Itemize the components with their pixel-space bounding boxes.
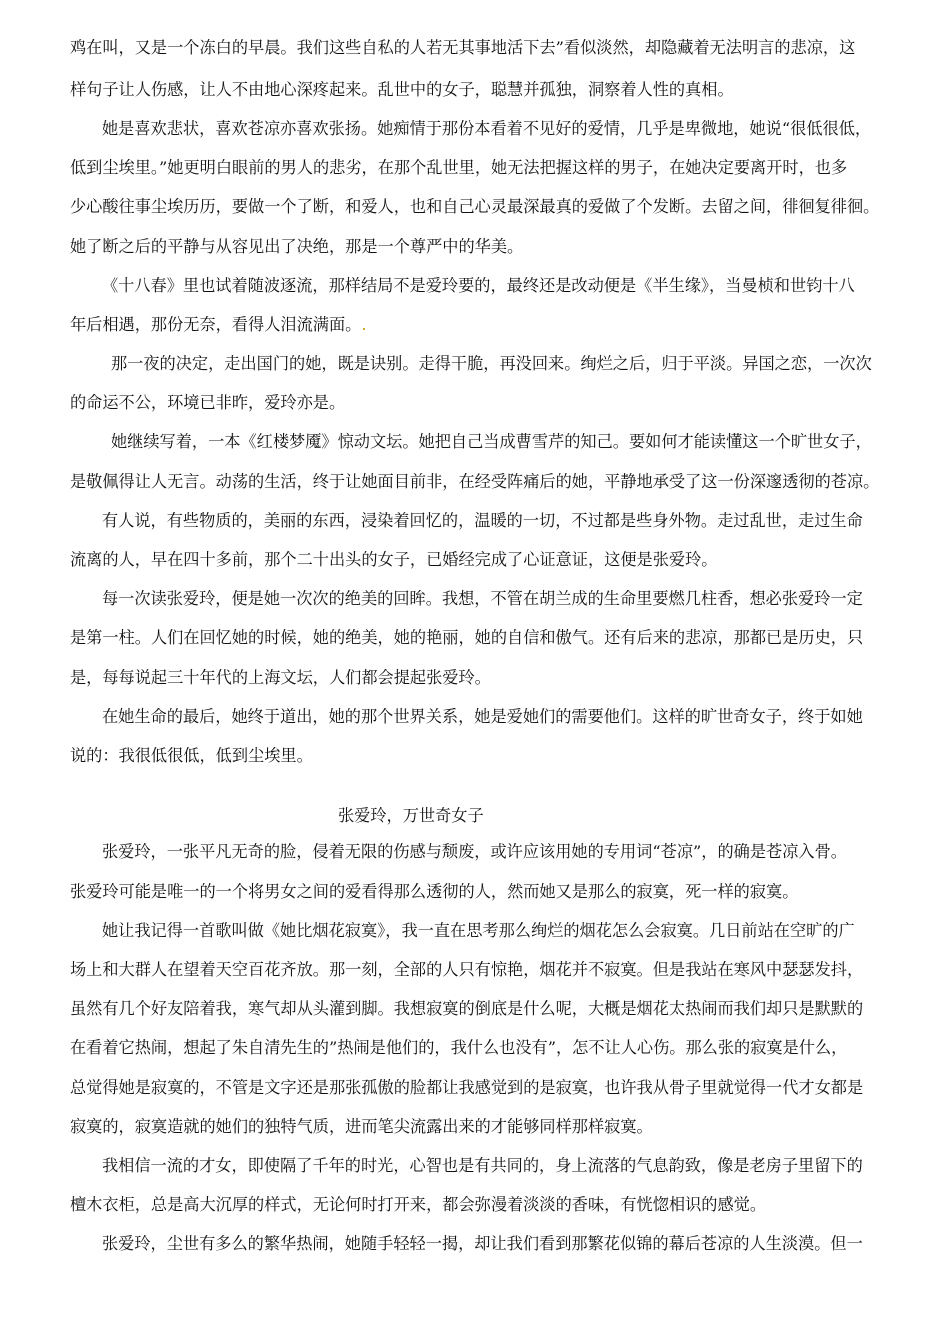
line-text: 我相信一流的才女，即使隔了千年的时光，心智也是有共同的，身上流落的气息韵致，像是老房子里留下的 [102, 1156, 863, 1175]
paragraph-line [102, 276, 950, 296]
line-text: 每一次读张爱玲，便是她一次次的绝美的回眸。我想，不管在胡兰成的生命里要燃几柱香，想必张爱玲一定 [102, 589, 863, 608]
paragraph-line [102, 921, 950, 941]
line-text: 是，每每说起三十年代的上海文坛，人们都会提起张爱玲。 [70, 668, 491, 687]
paragraph-line [102, 119, 950, 139]
paragraph-line [70, 550, 950, 570]
line-text: 张爱玲，一张平凡无奇的脸，侵着无限的伤感与颓废，或许应该用她的专用词“苍凉”，的确是苍凉入骨。 [102, 842, 847, 861]
line-text: 张爱玲，万世奇女子 [338, 806, 484, 825]
paragraph-line [70, 628, 950, 648]
line-text: 的命运不公，环境已非昨，爱玲亦是。 [70, 393, 346, 412]
paragraph-line [70, 668, 950, 688]
paragraph-line [70, 315, 950, 335]
line-text: 样句子让人伤感，让人不由地心深疼起来。乱世中的女子，聪慧并孤独，洞察着人性的真相。 [70, 80, 734, 99]
paragraph-line [70, 1078, 950, 1098]
paragraph-line [70, 746, 950, 766]
paragraph-line [70, 80, 950, 100]
line-text: 少心酸往事尘埃历历，要做一个了断，和爱人，也和自己心灵最深最真的爱做了个发断。去留之间，徘徊复徘徊。 [70, 197, 880, 216]
line-text: 檀木衣柜，总是高大沉厚的样式，无论何时打开来，都会弥漫着淡淡的香味，有恍惚相识的感觉。 [70, 1195, 767, 1214]
line-text: 说的：我很低很低，低到尘埃里。 [70, 746, 313, 765]
line-text: 鸡在叫，又是一个冻白的早晨。我们这些自私的人若无其事地活下去”看似淡然，却隐藏着无法明言的悲凉，这 [70, 38, 856, 57]
line-text: 在看着它热闹，想起了朱自清先生的”热闹是他们的，我什么也没有”，怎不让人心伤。那么张的寂寞是什么， [70, 1038, 848, 1057]
line-text: 《十八春》里也试着随波逐流，那样结局不是爱玲要的，最终还是改动便是《半生缘》，当曼桢和世钧十八 [102, 276, 855, 295]
paragraph-line [70, 999, 950, 1019]
line-text: 张爱玲可能是唯一的一个将男女之间的爱看得那么透彻的人，然而她又是那么的寂寞，死一样的寂寞。 [70, 882, 799, 901]
paragraph-line [102, 511, 950, 531]
paragraph-line [102, 1156, 950, 1176]
line-text: 她是喜欢悲状，喜欢苍凉亦喜欢张扬。她痴情于那份本看着不见好的爱情，几乎是卑微地，她说“很低很低， [102, 119, 872, 138]
paragraph-line [102, 589, 950, 609]
stray-mark: . [361, 315, 367, 334]
line-text: 有人说，有些物质的，美丽的东西，浸染着回忆的，温暖的一切，不过都是些身外物。走过乱世，走过生命 [102, 511, 863, 530]
paragraph-line [70, 472, 950, 492]
line-text: 年后相遇，那份无奈，看得人泪流满面。 [70, 315, 362, 334]
line-text: 张爱玲，尘世有多么的繁华热闹，她随手轻轻一揭，却让我们看到那繁花似锦的幕后苍凉的人生淡漠。但一 [102, 1234, 863, 1253]
paragraph-line [70, 393, 950, 413]
paragraph-line [102, 1234, 950, 1254]
paragraph-line [102, 707, 950, 727]
paragraph-line [70, 882, 950, 902]
paragraph-line [70, 237, 950, 257]
section-title [338, 806, 950, 826]
paragraph-line [70, 197, 950, 217]
line-text: 在她生命的最后，她终于道出，她的那个世界关系，她是爱她们的需要他们。这样的旷世奇女子，终于如她 [102, 707, 863, 726]
paragraph-line [70, 1195, 950, 1215]
paragraph-line [111, 354, 950, 374]
line-text: 寂寞的，寂寞造就的她们的独特气质，进而笔尖流露出来的才能够同样那样寂寞。 [70, 1117, 653, 1136]
paragraph-line [70, 1038, 950, 1058]
line-text: 是敬佩得让人无言。动荡的生活，终于让她面目前非，在经受阵痛后的她，平静地承受了这一份深邃透彻的苍凉。 [70, 472, 880, 491]
paragraph-line [111, 432, 950, 452]
line-text: 是第一柱。人们在回忆她的时候，她的绝美，她的艳丽，她的自信和傲气。还有后来的悲凉，那都已是历史，只 [70, 628, 864, 647]
line-text: 低到尘埃里。”她更明白眼前的男人的悲劣，在那个乱世里，她无法把握这样的男子，在她决定要离开时，也多 [70, 158, 848, 177]
line-text: 场上和大群人在望着天空百花齐放。那一刻，全部的人只有惊艳，烟花并不寂寞。但是我站在寒风中瑟瑟发抖， [70, 960, 864, 979]
paragraph-line [70, 158, 950, 178]
line-text: 流离的人，早在四十多前，那个二十出头的女子，已婚经完成了心证意证，这便是张爱玲。 [70, 550, 718, 569]
line-text: 虽然有几个好友陪着我，寒气却从头灌到脚。我想寂寞的倒底是什么呢，大概是烟花太热闹而我们却只是默默的 [70, 999, 864, 1018]
paragraph-line [70, 38, 950, 58]
line-text: 她了断之后的平静与从容见出了决绝，那是一个尊严中的华美。 [70, 237, 524, 256]
line-text: 总觉得她是寂寞的，不管是文字还是那张孤傲的脸都让我感觉到的是寂寞，也许我从骨子里就觉得一代才女都是 [70, 1078, 864, 1097]
paragraph-line [70, 960, 950, 980]
line-text: 那一夜的决定，走出国门的她，既是诀别。走得干脆，再没回来。绚烂之后，归于平淡。异国之恋，一次次 [111, 354, 872, 373]
line-text: 她让我记得一首歌叫做《她比烟花寂寞》，我一直在思考那么绚烂的烟花怎么会寂寞。几日前站在空旷的广 [102, 921, 855, 940]
line-text: 她继续写着，一本《红楼梦魇》惊动文坛。她把自己当成曹雪芹的知己。要如何才能读懂这一个旷世女子， [111, 432, 872, 451]
paragraph-line [102, 842, 950, 862]
paragraph-line [70, 1117, 950, 1137]
